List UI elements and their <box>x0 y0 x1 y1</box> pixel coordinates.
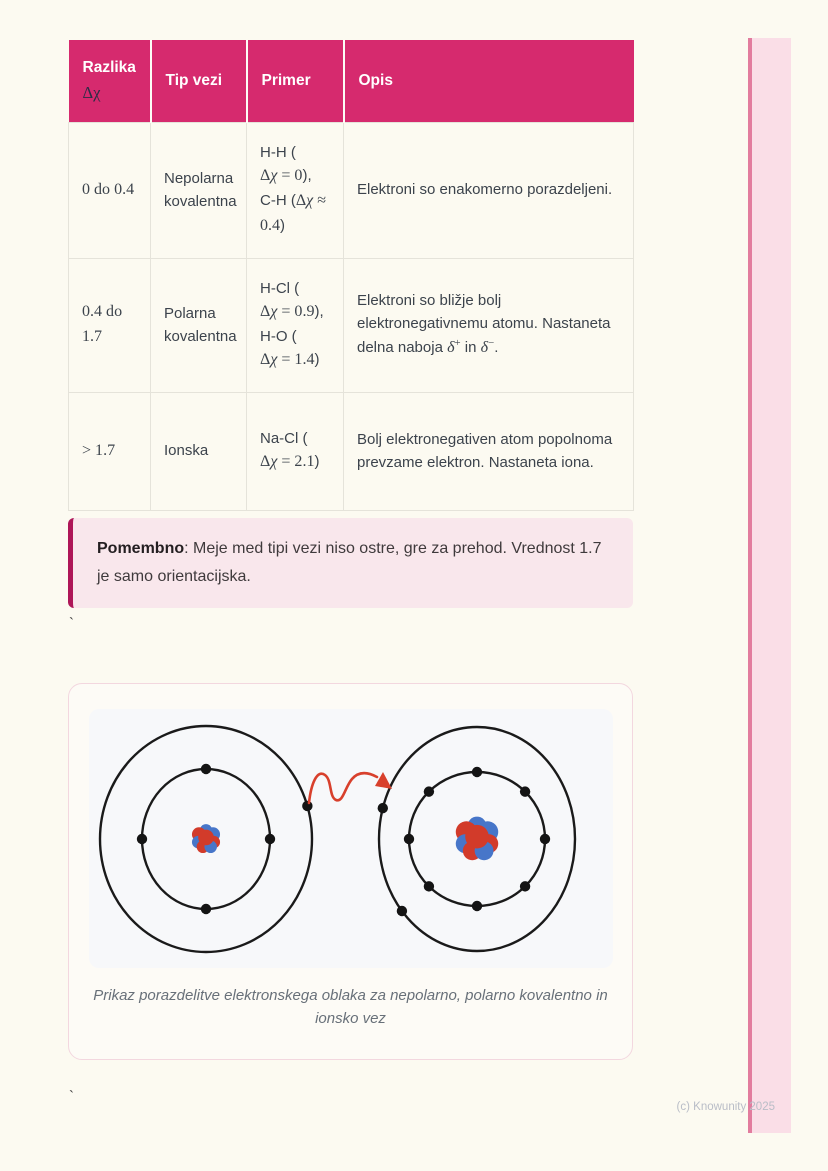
cell-tip-vezi: Polarna kovalentna <box>151 258 247 392</box>
atom-diagram-panel <box>89 709 613 968</box>
callout-text: : Meje med tipi vezi niso ostre, gre za prehod. Vrednost 1.7 je samo orientacijska. <box>97 540 602 585</box>
page-edge-stripe <box>748 38 791 1133</box>
table-row <box>69 392 634 510</box>
table-row <box>69 122 634 258</box>
cell-primer: Na-Cl ( Δχ = 2.1) <box>247 392 344 510</box>
cell-opis: Bolj elektronegativen atom popolnoma prevzame elektron. Nastaneta iona. <box>344 392 634 510</box>
cell-primer: H-Cl ( Δχ = 0.9), H-O ( Δχ = 1.4) <box>247 258 344 392</box>
table-header-razlika-label: Razlika <box>82 58 136 76</box>
cell-opis: Elektroni so enakomerno porazdeljeni. <box>344 122 634 258</box>
cell-razlika: > 1.7 <box>69 392 151 510</box>
table-header-row <box>69 40 634 122</box>
stray-backtick: ` <box>69 615 74 632</box>
cell-opis: Elektroni so bližje bolj elektronegativnemu atomu. Nastaneta delna naboja δ+ in δ−. <box>344 258 634 392</box>
callout-prefix: Pomembno <box>97 540 185 557</box>
figure-caption: Prikaz porazdelitve elektronskega oblaka za nepolarno, polarno kovalentno in ionsko vez <box>93 987 608 1027</box>
cell-razlika: 0 do 0.4 <box>69 122 151 258</box>
bohr-atoms-diagram <box>89 709 613 968</box>
important-callout <box>68 518 633 608</box>
figure-card <box>68 683 633 1060</box>
stray-backtick: ` <box>69 1088 74 1105</box>
cell-tip-vezi: Nepolarna kovalentna <box>151 122 247 258</box>
table-header-delta-chi: Δχ <box>82 82 101 102</box>
cell-primer: H-H ( Δχ = 0), C-H (Δχ ≈ 0.4) <box>247 122 344 258</box>
cell-tip-vezi: Ionska <box>151 392 247 510</box>
bond-type-table <box>68 40 634 511</box>
table-header-opis: Opis <box>344 40 634 122</box>
table-row <box>69 258 634 392</box>
copyright-footer: (c) Knowunity 2025 <box>676 1101 775 1113</box>
cell-razlika: 0.4 do 1.7 <box>69 258 151 392</box>
table-header-primer: Primer <box>247 40 344 122</box>
table-header-tip-vezi: Tip vezi <box>151 40 247 122</box>
table-header-razlika <box>69 40 151 122</box>
